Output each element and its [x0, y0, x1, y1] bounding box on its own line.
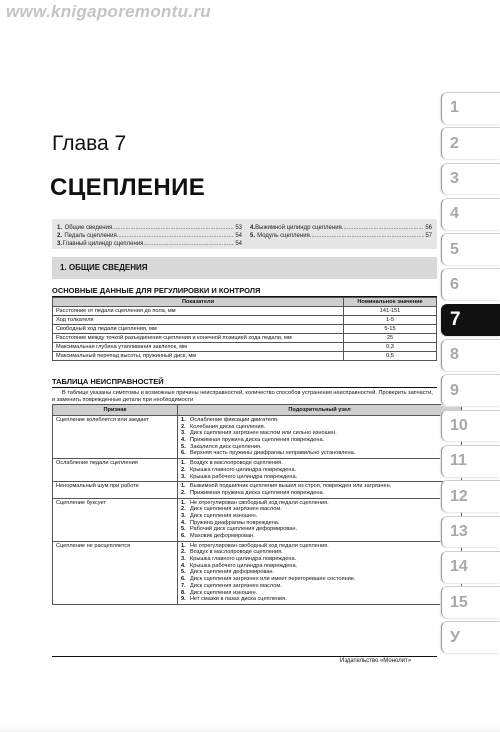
- fault-cause-text: Диск сцепления загрязнен маслом или сильно изношен.: [190, 430, 337, 437]
- fault-cause: [181, 430, 458, 437]
- toc-entry-label: Педаль сцепления: [64, 233, 117, 239]
- watermark: www.knigaporemontu.ru: [6, 2, 211, 21]
- footer-rule: [52, 656, 437, 657]
- fault-cause: [181, 483, 458, 490]
- table-row: [53, 352, 437, 361]
- fault-cause: [181, 460, 458, 467]
- faults-table: [52, 404, 462, 605]
- chapter-title: СЦЕПЛЕНИЕ: [50, 174, 206, 201]
- fault-cause-text: Воздух в маслопроводе сцепления.: [190, 549, 283, 556]
- fault-cause-text: Не отрегулирован свободный ход педали сцепления.: [190, 499, 329, 506]
- param-name: Свободный ход педали сцепления, мм: [53, 325, 344, 334]
- fault-cause-number: 1.: [181, 542, 186, 549]
- fault-cause: [181, 417, 458, 424]
- faults-col-header: Признак: [53, 405, 178, 416]
- fault-cause-text: Пружина диафрагмы повреждена.: [190, 519, 280, 526]
- fault-cause: [181, 563, 458, 570]
- chapter-tabs: [441, 92, 500, 657]
- fault-cause-number: 2.: [181, 506, 186, 513]
- chapter-tab-11[interactable]: 11: [441, 445, 500, 477]
- toc-entry-number: 1.: [57, 225, 63, 231]
- table-row: [53, 316, 437, 325]
- param-name: Расстояние между точкой разъединения сцепления и конечной позицией хода педали, мм: [53, 334, 344, 343]
- fault-cause-text: Ослабление фиксации двигателя.: [190, 417, 279, 423]
- fault-cause-text: Диск сцепления загрязнен маслом.: [190, 506, 282, 513]
- param-value: 25: [344, 334, 437, 343]
- section-title: 1. ОБЩИЕ СВЕДЕНИЯ: [60, 263, 148, 272]
- fault-cause-number: 5.: [181, 569, 186, 576]
- table-row: [53, 307, 437, 316]
- toc-entry-label: Выжимной цилиндр сцепления: [255, 225, 342, 231]
- chapter-tab-16[interactable]: У: [441, 621, 500, 653]
- fault-cause: [181, 450, 458, 457]
- fault-cause-text: Маховик деформирован.: [190, 533, 255, 539]
- toc-leader-dots: [112, 224, 234, 232]
- table-row: [53, 416, 462, 459]
- fault-cause-text: Колебания диска сцепления.: [190, 423, 266, 430]
- chapter-tab-14[interactable]: 14: [441, 551, 500, 583]
- fault-cause: [181, 490, 458, 497]
- chapter-tab-4[interactable]: 4: [441, 198, 500, 230]
- fault-cause-text: Диск сцепления деформирован.: [190, 569, 275, 576]
- chapter-tab-9[interactable]: 9: [441, 374, 500, 406]
- param-value: 5-15: [344, 325, 437, 334]
- fault-symptom: Ненормальный шум при работе: [53, 482, 178, 498]
- fault-causes: [178, 416, 462, 459]
- fault-cause: [181, 590, 458, 597]
- toc-entry-page: 54: [235, 233, 242, 239]
- toc-entry[interactable]: [250, 232, 432, 240]
- fault-cause-text: Диск сцепления загрязнен маслом.: [190, 582, 282, 589]
- fault-cause: [181, 437, 458, 444]
- fault-cause-number: 3.: [181, 430, 186, 437]
- fault-cause-text: Диск сцепления загрязнен или имеет перегоревшее состояние.: [190, 576, 356, 583]
- toc-leader-dots: [342, 224, 425, 232]
- chapter-tab-7[interactable]: 7: [441, 304, 500, 336]
- fault-cause: [181, 526, 458, 533]
- fault-cause: [181, 569, 458, 576]
- chapter-tab-12[interactable]: 12: [441, 480, 500, 512]
- param-name: Ход толкателя: [53, 316, 344, 325]
- table-row: [53, 334, 437, 343]
- fault-cause: [181, 506, 458, 513]
- fault-cause-number: 2.: [181, 549, 186, 556]
- chapter-tab-6[interactable]: 6: [441, 268, 500, 300]
- fault-cause-text: Не отрегулирован свободный ход педали сцепления.: [190, 542, 329, 549]
- toc-entry-label: Общие сведения: [64, 225, 113, 231]
- page-bottom-edge: [0, 726, 500, 732]
- fault-cause-number: 2.: [181, 423, 186, 430]
- chapter-tab-2[interactable]: 2: [441, 127, 500, 159]
- fault-cause-text: Крышка главного цилиндра повреждена.: [190, 556, 297, 563]
- fault-cause-number: 2.: [181, 466, 186, 473]
- toc-entry[interactable]: [57, 240, 242, 248]
- faults-heading: ТАБЛИЦА НЕИСПРАВНОСТЕЙ: [52, 377, 437, 388]
- chapter-tab-3[interactable]: 3: [441, 163, 500, 195]
- fault-symptom: Сцепление колеблется или заедает: [53, 416, 178, 459]
- fault-cause-number: 4.: [181, 437, 186, 444]
- fault-cause-number: 2.: [181, 489, 186, 496]
- toc-entry-label: Главный цилиндр сцепления: [62, 241, 144, 247]
- fault-symptom: Ослабление педали сцепления: [53, 459, 178, 482]
- fault-causes: [178, 541, 462, 604]
- faults-col-header: Подозрительный узел: [178, 405, 462, 416]
- fault-cause-number: 1.: [181, 417, 186, 423]
- fault-cause-number: 1.: [181, 483, 186, 490]
- fault-cause: [181, 424, 458, 431]
- fault-cause-number: 3.: [181, 556, 186, 563]
- chapter-tab-10[interactable]: 10: [441, 410, 500, 442]
- section-header: [52, 257, 437, 279]
- fault-cause: [181, 543, 458, 550]
- fault-cause-text: Выжимной подшипник сцепления вышел из строя, поврежден или загрязнен.: [190, 483, 392, 490]
- fault-cause-text: Диск сцепления изношен.: [190, 512, 258, 519]
- fault-cause-number: 5.: [181, 443, 186, 450]
- fault-cause-number: 1.: [181, 499, 186, 506]
- fault-cause-number: 4.: [181, 519, 186, 526]
- faults-intro: В таблице указаны симптомы и возможные причины неисправностей, количество способов устранения неисправностей. Проверить запчасти, и заменить поврежденные детали при необходимости: [52, 390, 433, 403]
- toc-entry[interactable]: [57, 232, 242, 240]
- table-row: [53, 498, 462, 541]
- params-table: [52, 297, 437, 361]
- fault-cause-number: 1.: [181, 460, 186, 467]
- table-row: [53, 541, 462, 604]
- fault-cause-number: 8.: [181, 589, 186, 596]
- toc-entry-number: 5.: [250, 233, 256, 239]
- chapter-tab-15[interactable]: 15: [441, 586, 500, 618]
- publisher: Издательство «Монолит»: [340, 658, 412, 664]
- params-col-header: Номинальное значение: [344, 298, 437, 307]
- fault-cause: [181, 556, 458, 563]
- param-name: Расстояние от педали сцепления до пола, мм: [53, 307, 344, 316]
- fault-cause-text: Прижимная пружина диска сцепления повреждена.: [190, 489, 325, 496]
- toc-leader-dots: [143, 240, 234, 248]
- table-row: [53, 482, 462, 498]
- fault-cause-number: 9.: [181, 596, 186, 603]
- fault-cause-text: Закалился диск сцепления.: [190, 443, 262, 450]
- table-row: [53, 325, 437, 334]
- toc-entry[interactable]: [57, 224, 242, 232]
- fault-cause-number: 6.: [181, 533, 186, 539]
- table-row: [53, 343, 437, 352]
- toc-leader-dots: [117, 232, 235, 240]
- fault-cause-number: 7.: [181, 582, 186, 589]
- chapter-tab-1[interactable]: 1: [441, 92, 500, 124]
- fault-cause: [181, 444, 458, 451]
- fault-cause-text: Нет смазки в пазах диска сцепления.: [190, 596, 287, 603]
- fault-symptom: Сцепление буксует: [53, 498, 178, 541]
- toc-entry-label: Модуль сцепления: [257, 233, 310, 239]
- params-heading: ОСНОВНЫЕ ДАННЫЕ ДЛЯ РЕГУЛИРОВКИ И КОНТРОЛЯ: [52, 286, 437, 297]
- param-value: 0,3: [344, 343, 437, 352]
- fault-cause: [181, 576, 458, 583]
- fault-cause-number: 6.: [181, 450, 186, 457]
- fault-cause: [181, 533, 458, 540]
- toc-entry-number: 2.: [57, 233, 63, 239]
- fault-cause: [181, 500, 458, 507]
- fault-cause: [181, 467, 458, 474]
- toc-entry-page: 53: [235, 225, 242, 231]
- params-col-header: Показатели: [53, 298, 344, 307]
- fault-causes: [178, 482, 462, 498]
- table-row: [53, 459, 462, 482]
- fault-cause-number: 3.: [181, 473, 186, 480]
- fault-causes: [178, 498, 462, 541]
- fault-cause-text: Воздух в маслопроводе сцепления.: [190, 460, 283, 467]
- toc-entry-page: 56: [425, 225, 432, 231]
- fault-cause-text: Прижимная пружина диска сцепления повреждена.: [190, 437, 325, 444]
- chapter-tab-13[interactable]: 13: [441, 516, 500, 548]
- fault-cause-text: Верхняя часть пружины диафрагмы неправильно установлена.: [190, 450, 356, 457]
- fault-cause: [181, 596, 458, 603]
- param-name: Максимальный перепад высоты, пружинный диск, мм: [53, 352, 344, 361]
- fault-cause-number: 5.: [181, 526, 186, 533]
- fault-cause-text: Крышка рабочего цилиндра повреждена.: [190, 473, 298, 480]
- fault-cause-text: Рабочий диск сцепления деформирован.: [190, 526, 298, 533]
- toc-entry-page: 57: [425, 233, 432, 239]
- fault-symptom: Сцепление не расцепляется: [53, 541, 178, 604]
- toc-leader-dots: [310, 232, 425, 240]
- toc-entry[interactable]: [250, 224, 432, 232]
- toc-entry-page: 54: [235, 241, 242, 247]
- param-value: 0,5: [344, 352, 437, 361]
- fault-cause-text: Крышка главного цилиндра повреждена.: [190, 466, 297, 473]
- param-value: 141-151: [344, 307, 437, 316]
- fault-cause-text: Крышка рабочего цилиндра повреждена.: [190, 562, 298, 569]
- fault-cause-number: 3.: [181, 512, 186, 519]
- fault-cause: [181, 474, 458, 481]
- fault-cause-number: 6.: [181, 576, 186, 583]
- fault-cause: [181, 513, 458, 520]
- chapter-label: Глава 7: [52, 132, 127, 155]
- table-of-contents: [52, 219, 437, 249]
- toc-entry-number: 4.: [250, 225, 256, 231]
- fault-causes: [178, 459, 462, 482]
- chapter-tab-5[interactable]: 5: [441, 233, 500, 265]
- fault-cause-text: Диск сцепления изношен.: [190, 589, 258, 596]
- toc-left-column: [57, 224, 242, 248]
- toc-entry-number: 3.: [57, 241, 63, 247]
- fault-cause: [181, 583, 458, 590]
- fault-cause-number: 4.: [181, 562, 186, 569]
- param-value: 1-5: [344, 316, 437, 325]
- chapter-tab-8[interactable]: 8: [441, 339, 500, 371]
- fault-cause: [181, 549, 458, 556]
- param-name: Максимальная глубина утапливания заклепок, мм: [53, 343, 344, 352]
- toc-right-column: [250, 224, 432, 240]
